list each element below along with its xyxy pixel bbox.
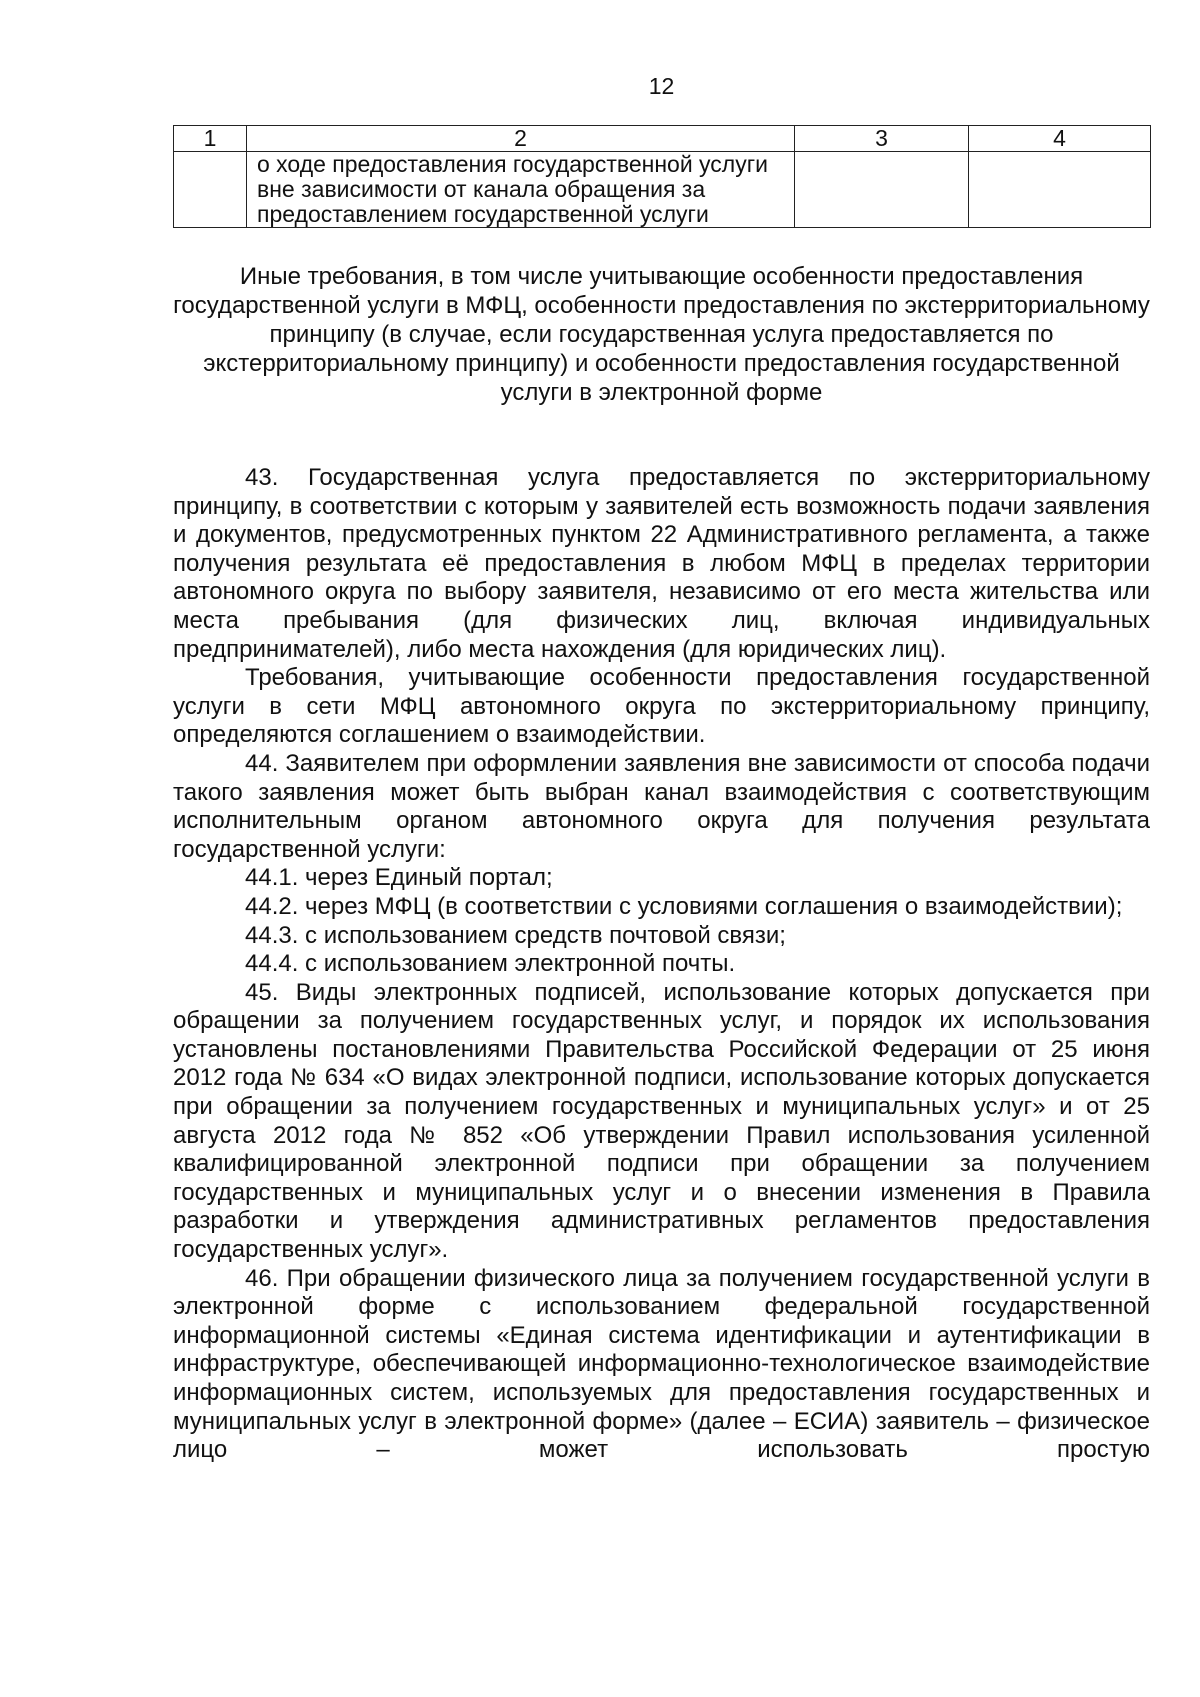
table-cell [969,152,1151,228]
paragraph: Требования, учитывающие особенности предоставления государственной услуги в сети МФЦ автономного округа по экстерриториальному принципу, определяются соглашением о взаимодействии. [173,664,1150,749]
page-number: 12 [648,73,675,99]
table-header-cell: 1 [174,126,247,152]
body-text [173,464,1150,1465]
paragraph: 46. При обращении физического лица за получением государственной услуги в электронной форме с использованием федеральной государственной информационной системы «Единая система идентификации и аутентификации в инфраструктуре, обеспечивающей информационно-технологическое взаимодействие информационных систем, используемых для предоставления государственных и муниципальных услуг в электронной форме» (далее – ЕСИА) заявитель – физическое лицо – может использовать простую [173,1264,1150,1464]
table-cell [174,152,247,228]
paragraph: 44. Заявителем при оформлении заявления вне зависимости от способа подачи такого заявления может быть выбран канал взаимодействия с соответствующим исполнительным органом автономного округа для получения результата государственной услуги: [173,749,1150,863]
table-header-cell: 4 [969,126,1151,152]
paragraph: 44.2. через МФЦ (в соответствии с условиями соглашения о взаимодействии); [245,892,1123,920]
continuation-table [173,125,1151,228]
table-row [174,152,1151,228]
paragraph: 44.1. через Единый портал; [245,864,553,892]
table-header-cell: 3 [795,126,969,152]
paragraph: 44.4. с использованием электронной почты. [245,950,736,978]
section-title: Иные требования, в том числе учитывающие особенности предоставления государственной услуги в МФЦ, особенности предоставления по экстерриториальному принципу (в случае, если государственная услуга предоставляется по экстерриториальному принципу) и особенности предоставления государственной услуги в электронной форме [173,263,1150,406]
table-header-cell: 2 [247,126,795,152]
paragraph: 43. Государственная услуга предоставляется по экстерриториальному принципу, в соответствии с которым у заявителей есть возможность подачи заявления и документов, предусмотренных пунктом 22 Административного регламента, а также получения результата её предоставления в любом МФЦ в пределах территории автономного округа по выбору заявителя, независимо от его места жительства или места пребывания (для физических лиц, включая индивидуальных предпринимателей), либо места нахождения (для юридических лиц). [173,464,1150,663]
paragraph: 45. Виды электронных подписей, использование которых допускается при обращении за получением государственных услуг, и порядок их использования установлены постановлениями Правительства Российской Федерации от 25 июня 2012 года № 634 «О видах электронной подписи, использование которых допускается при обращении за получением государственных и муниципальных услуг» и от 25 августа 2012 года № 852 «Об утверждении Правил использования усиленной квалифицированной электронной подписи при обращении за получением государственных и муниципальных услуг и о внесении изменения в Правила разработки и утверждения административных регламентов предоставления государственных услуг». [173,978,1150,1264]
table-cell: о ходе предоставления государственной услуги вне зависимости от канала обращения за предоставлением государственной услуги [247,152,795,228]
table-cell [795,152,969,228]
paragraph: 44.3. с использованием средств почтовой связи; [245,921,786,949]
table-header-row [174,126,1151,152]
